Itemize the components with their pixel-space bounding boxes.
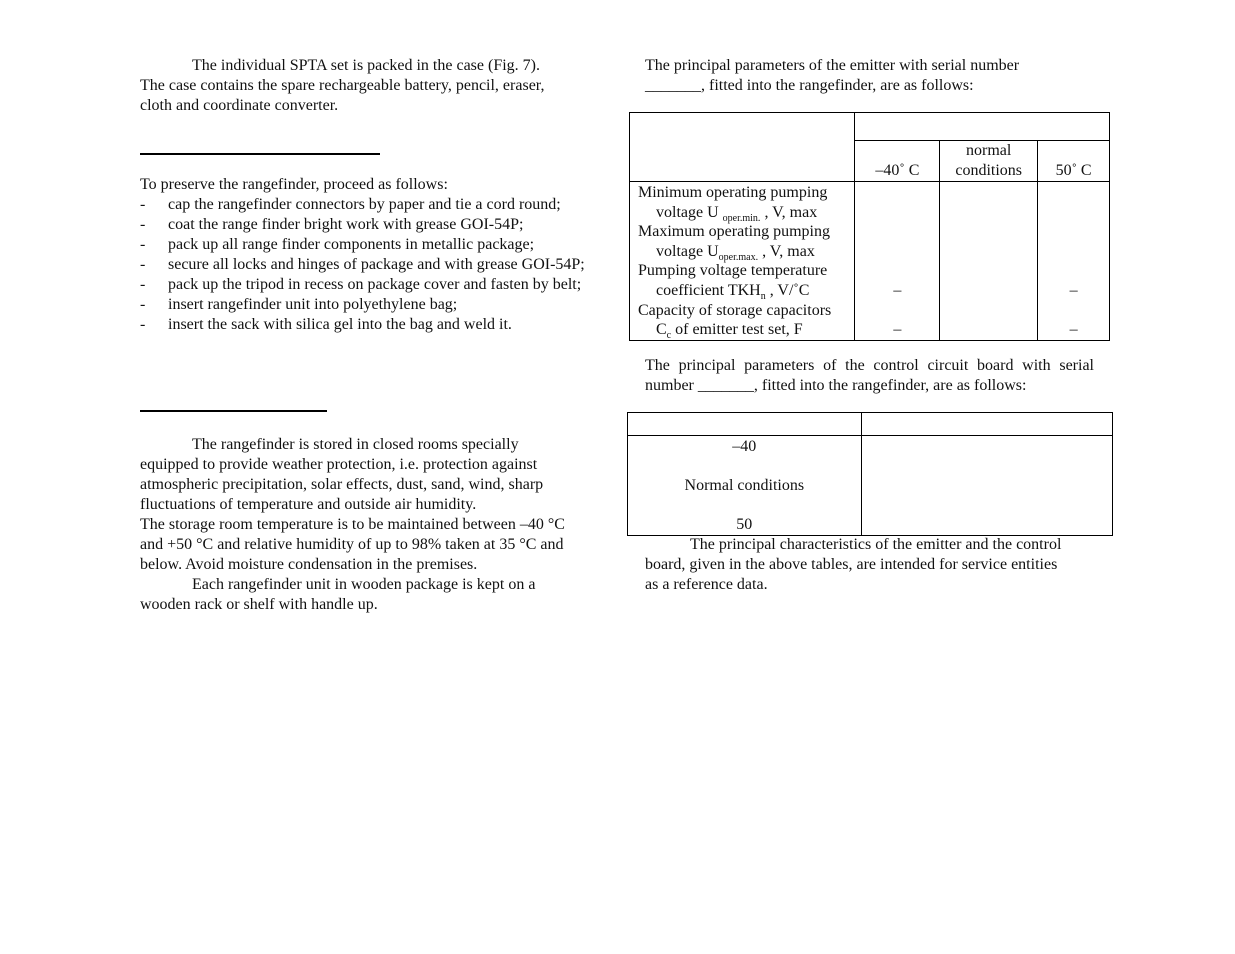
column-header: 50˚ C <box>1038 141 1110 182</box>
row-labels <box>630 182 855 341</box>
storage-paragraph-3: Each rangefinder unit in wooden package is kept on a wooden rack or shelf with handle up. <box>140 576 536 613</box>
condition-50: 50 <box>736 516 753 533</box>
value-cell: – <box>1069 281 1078 299</box>
table-row <box>628 436 1113 536</box>
storage-paragraph-2: The storage room temperature is to be maintained between –40 °C and +50 °C and relative humidity of up to 98% taken at 35 °C and below. Avoid moisture condensation in the premises. <box>140 516 565 573</box>
condition-column <box>628 436 862 536</box>
condition-normal: Normal conditions <box>684 477 805 494</box>
value-cell: – <box>893 321 902 339</box>
value-column-normal <box>940 182 1038 341</box>
storage-paragraph-1: The rangefinder is stored in closed rooms specially equipped to provide weather protection, i.e. protection against atmospheric precipitation, solar effects, dust, sand, wind, sharp fluctuations of temperature and outside air humidity. <box>140 436 544 513</box>
param-label-max-voltage: Maximum operating pumping voltage $U_{oper.max.}$ , V, max <box>638 223 830 263</box>
bullet-mark: - <box>140 216 146 233</box>
bullet-mark: - <box>140 296 146 313</box>
packing-line-2: The case contains the spare rechargeable battery, pencil, eraser, <box>140 77 545 94</box>
bullet-mark: - <box>140 236 146 253</box>
param-label-min-voltage: Minimum operating pumping voltage U $_{oper.min.}$ , V, max <box>638 184 828 224</box>
storage-section <box>140 435 590 615</box>
board-intro-text: The principal parameters of the control circuit board with serial number _______, fitted into the rangefinder, are as follows: <box>645 357 1094 394</box>
list-item: - insert rangefinder unit into polyethylene bag; <box>140 296 458 313</box>
list-item: - cap the rangefinder connectors by paper and tie a cord round; <box>140 196 561 213</box>
table-header-group <box>855 113 1110 141</box>
value-column-50 <box>1038 182 1110 341</box>
value-column-minus40 <box>855 182 940 341</box>
table-header-empty <box>630 113 855 182</box>
emitter-intro <box>645 56 1115 96</box>
list-item: - insert the sack with silica gel into the bag and weld it. <box>140 316 512 333</box>
note-line-1: The principal characteristics of the emitter and the control <box>690 536 1062 553</box>
packing-line-1: The individual SPTA set is packed in the case (Fig. 7). <box>192 57 540 74</box>
bullet-mark: - <box>140 316 146 333</box>
board-intro <box>645 356 1094 396</box>
packing-line-3: cloth and coordinate converter. <box>140 97 339 114</box>
note-line-3: as a reference data. <box>645 576 768 593</box>
value-cell: – <box>1069 321 1078 339</box>
value-column <box>861 436 1112 536</box>
characteristics-note <box>645 535 1115 595</box>
bullet-mark: - <box>140 196 146 213</box>
param-label-temp-coefficient: Pumping voltage temperature coefficient $TKH_n$ , V/˚C <box>638 262 828 303</box>
param-label-capacitance: Capacity of storage capacitors $C_c$ of emitter test set, F <box>638 301 832 342</box>
emitter-intro-line-2: _______, fitted into the rangefinder, are as follows: <box>645 77 974 94</box>
table-header-cell <box>628 413 862 436</box>
emitter-parameters-table <box>629 112 1110 341</box>
board-parameters-table <box>627 412 1113 536</box>
packing-paragraph <box>140 56 600 116</box>
preserve-intro: To preserve the rangefinder, proceed as follows: <box>140 176 448 193</box>
list-item: - secure all locks and hinges of package and with grease GOI-54P; <box>140 256 585 273</box>
note-line-2: board, given in the above tables, are intended for service entities <box>645 556 1058 573</box>
table-row <box>630 182 1110 341</box>
value-cell: – <box>893 281 902 299</box>
list-item: - pack up the tripod in recess on package cover and fasten by belt; <box>140 276 582 293</box>
table-header-cell <box>861 413 1112 436</box>
column-header: –40˚ C <box>855 141 940 182</box>
preservation-section <box>140 175 592 335</box>
preserve-steps-list <box>140 195 592 335</box>
emitter-intro-line-1: The principal parameters of the emitter with serial number <box>645 57 1020 74</box>
list-item: - pack up all range finder components in metallic package; <box>140 236 535 253</box>
column-header: normal conditions <box>940 141 1038 182</box>
bullet-mark: - <box>140 256 146 273</box>
list-item: - coat the range finder bright work with grease GOI-54P; <box>140 216 524 233</box>
bullet-mark: - <box>140 276 146 293</box>
condition-minus40: –40 <box>732 438 757 455</box>
section-divider-1 <box>140 153 380 155</box>
section-divider-2 <box>140 410 327 412</box>
